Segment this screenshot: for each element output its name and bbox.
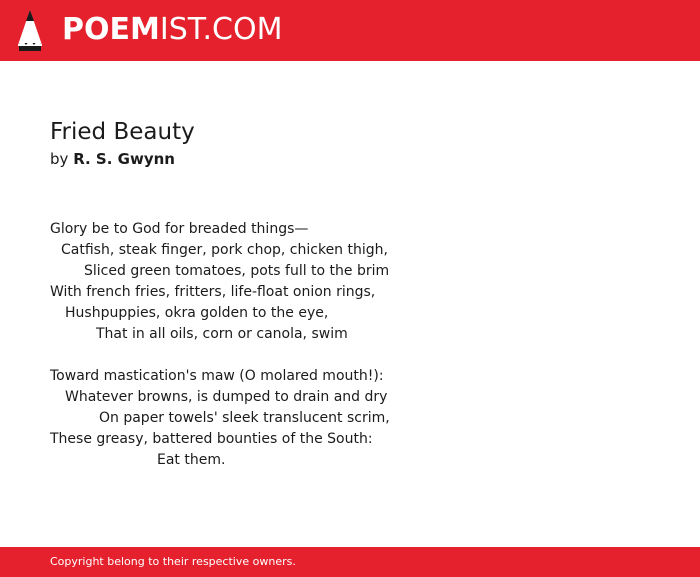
poem-line: Glory be to God for breaded things— — [50, 221, 309, 237]
pencil-tip-icon[interactable] — [17, 9, 43, 52]
poem-line: These greasy, battered bounties of the South: — [50, 431, 373, 447]
copyright-text: Copyright belong to their respective owners. — [50, 555, 296, 568]
poem-line: Toward mastication's maw (O molared mouth!): — [50, 368, 384, 384]
site-header — [0, 0, 700, 61]
poem-line: Whatever browns, is dumped to drain and dry — [65, 389, 388, 405]
site-footer — [0, 547, 700, 577]
poem-line: Sliced green tomatoes, pots full to the brim — [84, 263, 390, 279]
logo-text-light: IST.COM — [159, 12, 283, 47]
byline-prefix: by — [50, 150, 69, 168]
poem-line: With french fries, fritters, life-float onion rings, — [50, 284, 376, 300]
poem-author[interactable]: R. S. Gwynn — [73, 150, 175, 168]
poem-line: On paper towels' sleek translucent scrim, — [99, 410, 390, 426]
poem-line: Hushpuppies, okra golden to the eye, — [65, 305, 329, 321]
poem-line: Eat them. — [157, 452, 226, 468]
site-logo[interactable] — [62, 12, 282, 48]
poem-line: Catfish, steak finger, pork chop, chicken thigh, — [61, 242, 388, 258]
poem-line: That in all oils, corn or canola, swim — [96, 326, 348, 342]
logo-text-bold: POEM — [62, 12, 160, 47]
poem-byline — [50, 149, 175, 169]
poem-title: Fried Beauty — [50, 119, 195, 145]
